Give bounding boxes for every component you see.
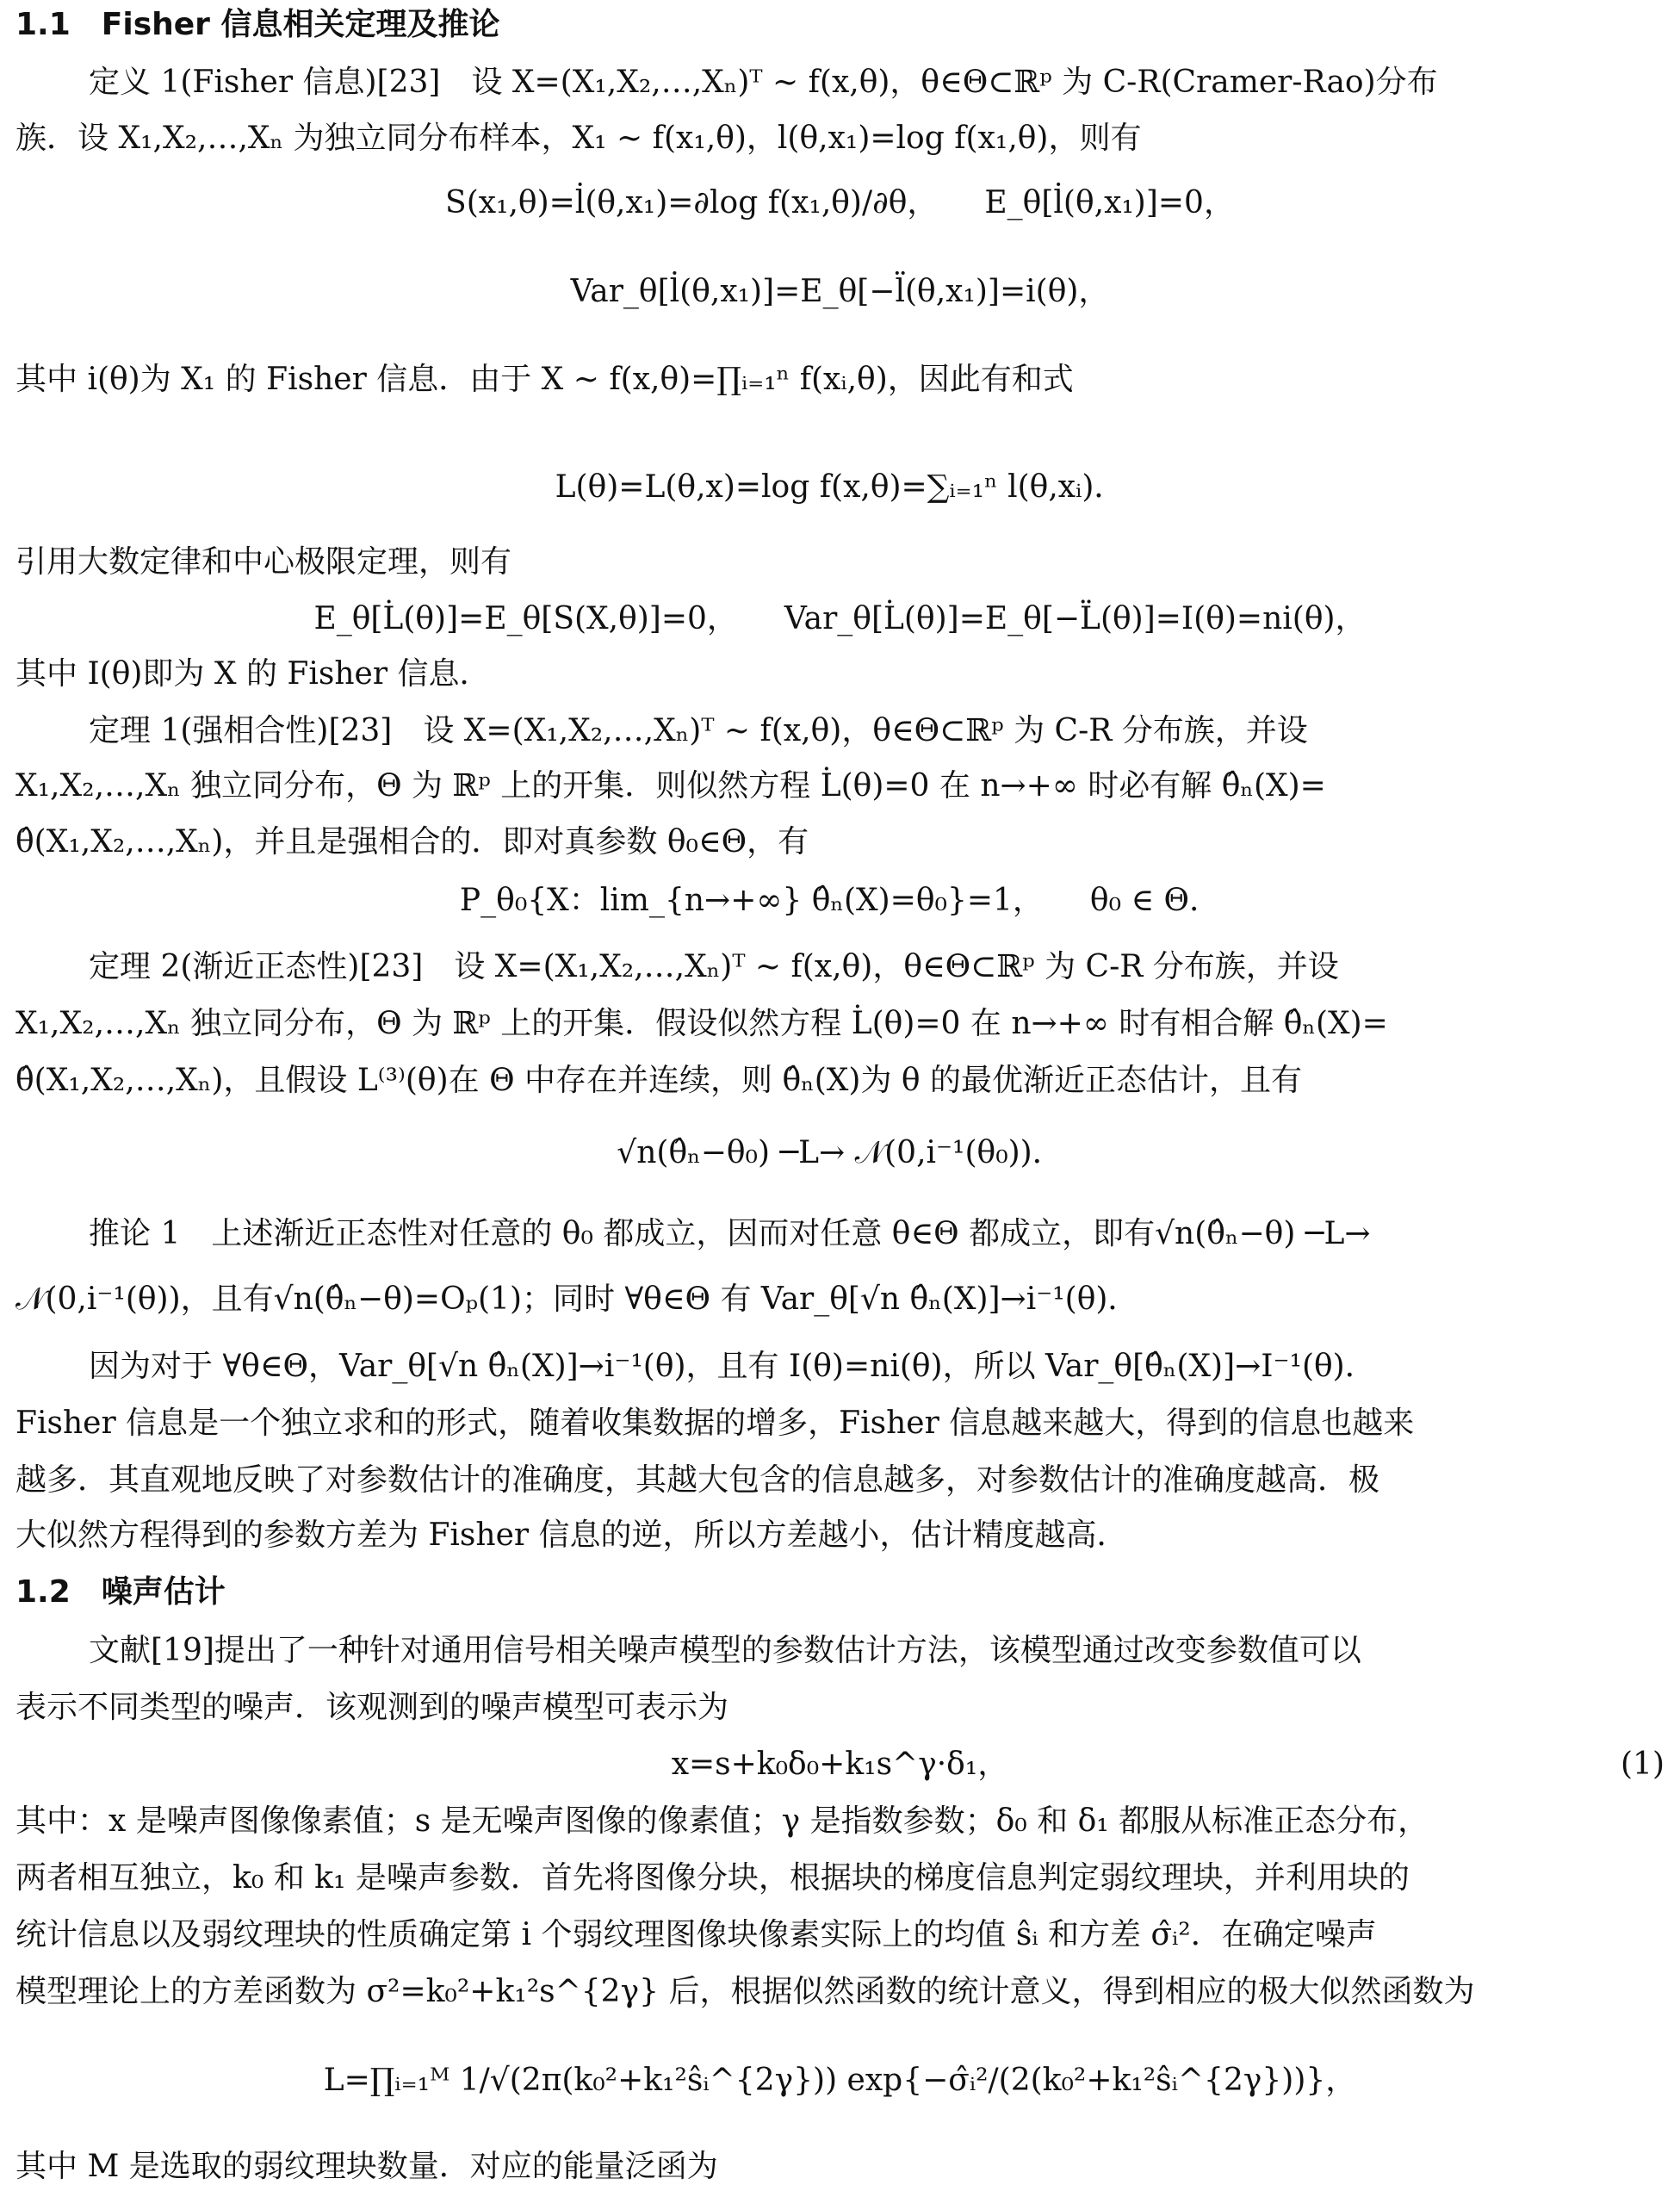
paragraph-line: 其中 I(θ)即为 X 的 Fisher 信息． — [15, 656, 491, 692]
paragraph-line: Fisher 信息是一个独立求和的形式，随着收集数据的增多，Fisher 信息越来越大，得到的信息也越来 — [15, 1406, 1415, 1441]
paragraph-line: 引用大数定律和中心极限定理，则有 — [15, 544, 512, 580]
paragraph-line: 族．设 X₁,X₂,…,Xₙ 为独立同分布样本，X₁ ~ f(x₁,θ)，l(θ,x₁)=log f(x₁,θ)，则有 — [15, 121, 1142, 156]
paragraph-line: 表示不同类型的噪声．该观测到的噪声模型可表示为 — [15, 1690, 729, 1725]
paragraph-line: 两者相互独立，k₀ 和 k₁ 是噪声参数．首先将图像分块，根据块的梯度信息判定弱纹理块，并利用块的 — [15, 1860, 1410, 1896]
equation-asymptotic-normality: √n(θ̂ₙ−θ₀) ─L→ 𝒩(0,i⁻¹(θ₀))． — [617, 1135, 1063, 1170]
section-heading-1-2: 1.2 噪声估计 — [15, 1574, 226, 1610]
equation-score: S(x₁,θ)=l̇(θ,x₁)=∂log f(x₁,θ)/∂θ， E_θ[l̇(θ,x₁)]=0， — [445, 185, 1235, 220]
equation-log-likelihood: L(θ)=L(θ,x)=log f(x,θ)=∑ᵢ₌₁ⁿ l(θ,xᵢ)． — [555, 469, 1125, 505]
section-heading-1-1: 1.1 Fisher 信息相关定理及推论 — [15, 7, 500, 42]
paragraph-line: X₁,X₂,…,Xₙ 独立同分布，Θ 为 ℝᵖ 上的开集．则似然方程 L̇(θ)=0 在 n→+∞ 时必有解 θ̂ₙ(X)= — [15, 768, 1326, 804]
theorem-2: 定理 2(渐近正态性)[23] 设 X=(X₁,X₂,…,Xₙ)ᵀ ~ f(x,θ)，θ∈Θ⊂ℝᵖ 为 C-R 分布族，并设 — [89, 949, 1339, 984]
paragraph-line: 其中 i(θ)为 X₁ 的 Fisher 信息．由于 X ~ f(x,θ)=∏ᵢ₌₁ⁿ f(xᵢ,θ)，因此有和式 — [15, 362, 1074, 397]
corollary-1: 推论 1 上述渐近正态性对任意的 θ₀ 都成立，因而对任意 θ∈Θ 都成立，即有√n(θ̂ₙ−θ) ─L→ — [89, 1216, 1371, 1251]
equation-likelihood: L=∏ᵢ₌₁ᴹ 1/√(2π(k₀²+k₁²ŝᵢ^{2γ})) exp{−σ̂ᵢ²/(2(k₀²+k₁²ŝᵢ^{2γ}))}， — [323, 2063, 1357, 2098]
paragraph-line: 文献[19]提出了一种针对通用信号相关噪声模型的参数估计方法，该模型通过改变参数值可以 — [89, 1633, 1361, 1668]
theorem-1: 定理 1(强相合性)[23] 设 X=(X₁,X₂,…,Xₙ)ᵀ ~ f(x,θ)，θ∈Θ⊂ℝᵖ 为 C-R 分布族，并设 — [89, 713, 1308, 748]
paragraph-line: 统计信息以及弱纹理块的性质确定第 i 个弱纹理图像块像素实际上的均值 ŝᵢ 和方差 σ̂ᵢ²．在确定噪声 — [15, 1917, 1377, 1952]
equation-variance: Var_θ[l̇(θ,x₁)]=E_θ[−l̈(θ,x₁)]=i(θ)， — [570, 274, 1110, 309]
equation-expectation: E_θ[L̇(θ)]=E_θ[S(X,θ)]=0， Var_θ[L̇(θ)]=E_θ[−L̈(θ)]=I(θ)=ni(θ)， — [313, 601, 1367, 636]
paragraph-line: θ̂(X₁,X₂,…,Xₙ)，且假设 L⁽³⁾(θ)在 Θ 中存在并连续，则 θ̂ₙ(X)为 θ 的最优渐近正态估计，且有 — [15, 1063, 1303, 1098]
paragraph-line: 模型理论上的方差函数为 σ²=k₀²+k₁²s^{2γ} 后，根据似然函数的统计意义，得到相应的极大似然函数为 — [15, 1974, 1475, 2009]
paragraph-line: 𝒩(0,i⁻¹(θ))，且有√n(θ̂ₙ−θ)=Oₚ(1)；同时 ∀θ∈Θ 有 Var_θ[√n θ̂ₙ(X)]→i⁻¹(θ)． — [15, 1282, 1139, 1317]
equation-1: x=s+k₀δ₀+k₁s^γ·δ₁， — [671, 1747, 1009, 1782]
paragraph-line: 大似然方程得到的参数方差为 Fisher 信息的逆，所以方差越小，估计精度越高． — [15, 1517, 1128, 1553]
equation-consistency: P_θ₀{X：lim_{n→+∞} θ̂ₙ(X)=θ₀}=1， θ₀ ∈ Θ． — [459, 883, 1221, 918]
paragraph-line: 其中 M 是选取的弱纹理块数量．对应的能量泛函为 — [15, 2149, 718, 2184]
document-page — [15, 0, 1665, 2197]
equation-number: (1) — [1621, 1747, 1665, 1782]
paragraph-line: 因为对于 ∀θ∈Θ，Var_θ[√n θ̂ₙ(X)]→i⁻¹(θ)，且有 I(θ)=ni(θ)，所以 Var_θ[θ̂ₙ(X)]→I⁻¹(θ)． — [89, 1349, 1376, 1384]
definition-1: 定义 1(Fisher 信息)[23] 设 X=(X₁,X₂,…,Xₙ)ᵀ ~ f(x,θ)，θ∈Θ⊂ℝᵖ 为 C-R(Cramer-Rao)分布 — [89, 65, 1438, 100]
paragraph-line: 越多．其直观地反映了对参数估计的准确度，其越大包含的信息越多，对参数估计的准确度越高．极 — [15, 1462, 1380, 1498]
paragraph-line: θ̂(X₁,X₂,…,Xₙ)，并且是强相合的．即对真参数 θ₀∈Θ，有 — [15, 824, 809, 860]
paragraph-line: X₁,X₂,…,Xₙ 独立同分布，Θ 为 ℝᵖ 上的开集．假设似然方程 L̇(θ)=0 在 n→+∞ 时有相合解 θ̂ₙ(X)= — [15, 1006, 1388, 1041]
paragraph-line: 其中：x 是噪声图像像素值；s 是无噪声图像的像素值；γ 是指数参数；δ₀ 和 δ₁ 都服从标准正态分布， — [15, 1803, 1429, 1839]
